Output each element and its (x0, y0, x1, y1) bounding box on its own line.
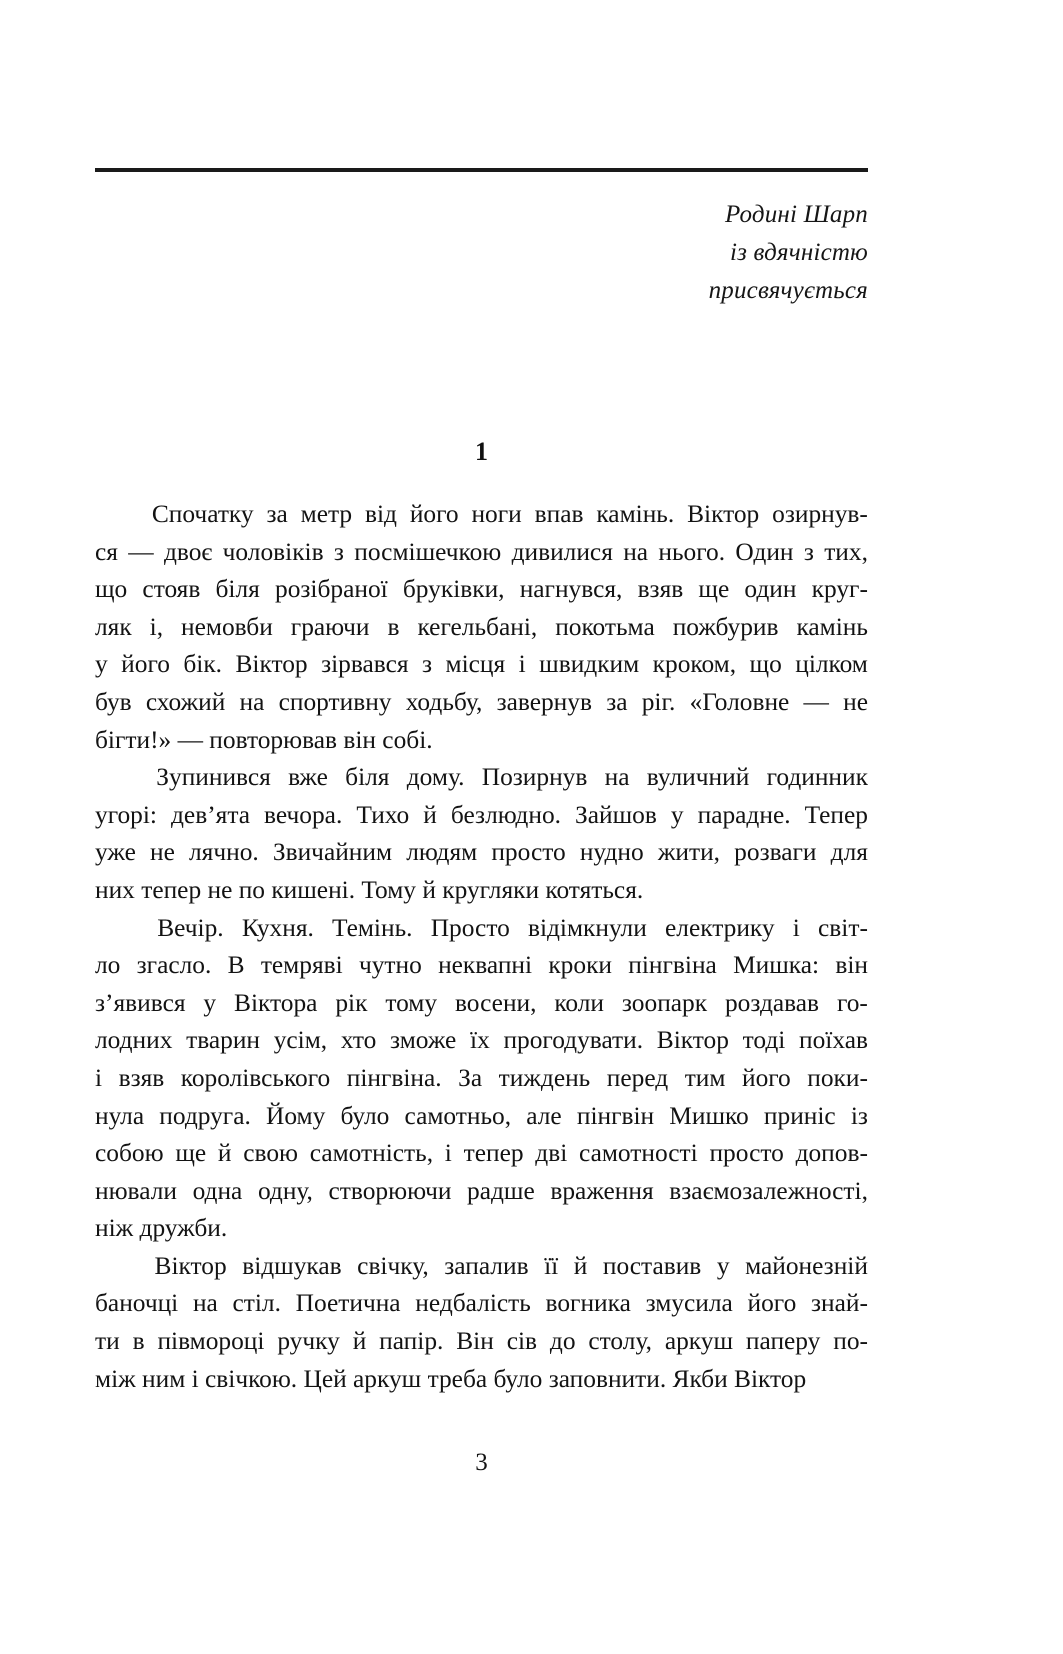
word: і (792, 913, 800, 942)
text-line (95, 1248, 868, 1286)
word: Тихо (356, 800, 410, 829)
word: півмороці (157, 1327, 265, 1356)
word: пінгвіна. (346, 1063, 442, 1092)
word: ло (95, 951, 121, 980)
paragraph (95, 759, 868, 909)
word: Він (456, 1327, 494, 1356)
word: місця (445, 650, 506, 679)
word: собою (95, 1139, 164, 1168)
header-divider-rule (95, 168, 868, 172)
word: хто (340, 1026, 377, 1055)
text-line (95, 947, 868, 985)
dedication-line-3: присвячується (708, 277, 868, 304)
word: й (217, 1139, 232, 1168)
word: стіл. (232, 1289, 281, 1318)
word: немовби (181, 612, 273, 641)
word: нула (95, 1101, 145, 1130)
word: зірвався (321, 650, 409, 679)
word: кроком, (652, 650, 737, 679)
word: неквапні (438, 951, 533, 980)
word: чутно (358, 951, 422, 980)
word: тиждень (498, 1063, 591, 1092)
word: Віктор (656, 1026, 729, 1055)
word: озирнув- (772, 500, 868, 528)
text-line: них тепер не по кишені. Тому й кругляки котяться. (95, 875, 644, 904)
word: завернув (496, 687, 592, 716)
text-line (95, 1285, 868, 1323)
word: лодних (95, 1026, 173, 1055)
word: баночці (95, 1289, 179, 1318)
paragraph-indent (95, 1248, 139, 1286)
word: створюючи (328, 1176, 452, 1205)
word: за (266, 500, 288, 528)
dedication-block (95, 196, 868, 310)
paragraph (95, 1248, 868, 1398)
word: з’явився (95, 988, 186, 1017)
word: одну, (257, 1176, 313, 1205)
text-line (95, 496, 868, 534)
word: взяв (118, 1063, 165, 1092)
word: камінь (796, 612, 868, 641)
word: восени, (454, 988, 537, 1017)
dedication-line-1: Родині Шарп (724, 201, 868, 228)
word: свічку, (357, 1251, 429, 1280)
word: ляк (95, 612, 132, 641)
word: з (333, 537, 344, 566)
word: зоопарк (621, 988, 708, 1017)
word: тих, (824, 537, 868, 566)
word: ходьбу, (405, 687, 483, 716)
word: подруга. (159, 1101, 251, 1130)
word: Мишка: (733, 951, 820, 980)
word: самотності (579, 1139, 698, 1168)
word: вже (288, 763, 328, 792)
word: з (422, 650, 433, 679)
word: свою (243, 1139, 298, 1168)
word: нього. (658, 537, 726, 566)
word: нагнувся, (519, 575, 623, 604)
word: не (149, 838, 175, 867)
word: двоє (164, 537, 213, 566)
word: бруківки, (402, 575, 505, 604)
word: Йому (265, 1101, 326, 1130)
text-line (95, 646, 868, 684)
word: ся (95, 537, 118, 566)
word: від (364, 500, 397, 528)
text-line (95, 1323, 868, 1361)
word: метр (300, 500, 353, 528)
word: столу, (588, 1327, 652, 1356)
word: знай- (810, 1289, 868, 1318)
word: розваги (734, 838, 817, 867)
word: у (203, 988, 217, 1017)
word: не (843, 687, 868, 716)
text-line (95, 910, 868, 948)
word: у (670, 800, 684, 829)
word: тварин (186, 1026, 261, 1055)
text-line (95, 834, 868, 872)
word: пожбурив (672, 612, 779, 641)
word: у (95, 650, 108, 679)
word: з (803, 537, 814, 566)
word: впав (534, 500, 584, 528)
word: уже (95, 838, 136, 867)
word: поставив (602, 1251, 702, 1280)
word: приніс (763, 1101, 836, 1130)
text-line (95, 1173, 868, 1211)
word: королівського (180, 1063, 331, 1092)
paragraph (95, 496, 868, 759)
word: — (803, 687, 829, 716)
word: взяв (637, 575, 684, 604)
word: чоловіків (222, 537, 324, 566)
word: самотність, (309, 1139, 434, 1168)
word: його (121, 650, 170, 679)
text-line (95, 1098, 868, 1136)
paragraph-indent (95, 496, 139, 534)
word: відшукав (242, 1251, 342, 1280)
page-number: 3 (475, 1449, 488, 1476)
word: бік. (183, 650, 223, 679)
word: майонезній (745, 1251, 868, 1280)
word: допов- (795, 1139, 868, 1168)
word: усім, (273, 1026, 328, 1055)
word: дев’ята (171, 800, 251, 829)
word: взаємозалежності, (669, 1176, 868, 1205)
word: вечора. (264, 800, 343, 829)
word: парадне. (697, 800, 791, 829)
word: і (444, 1139, 452, 1168)
word: розібраної (275, 575, 388, 604)
word: ти (95, 1327, 120, 1356)
word: в (387, 612, 400, 641)
word: тому (385, 988, 438, 1017)
word: тоді (742, 1026, 786, 1055)
text-line (95, 609, 868, 647)
word: й (573, 1251, 588, 1280)
text-line (95, 534, 868, 572)
text-line (95, 571, 868, 609)
text-line (95, 797, 868, 835)
word: що (95, 575, 128, 604)
word: на (604, 763, 630, 792)
word: Віктора (234, 988, 318, 1017)
word: по- (833, 1327, 868, 1356)
paragraph (95, 910, 868, 1248)
word: й (352, 1327, 367, 1356)
word: спортивну (278, 687, 392, 716)
word: перед (606, 1063, 669, 1092)
word: його (409, 500, 459, 528)
word: до (549, 1327, 576, 1356)
word: недбалість (415, 1289, 531, 1318)
word: ноги (471, 500, 522, 528)
word: коли (554, 988, 605, 1017)
word: світ- (818, 913, 868, 942)
word: Віктор (687, 500, 760, 528)
word: для (830, 838, 868, 867)
word: безлюдно. (450, 800, 561, 829)
word: відімкнули (527, 913, 647, 942)
word: Кухня. (241, 913, 314, 942)
word: Спочатку (151, 500, 254, 528)
word: вогника (545, 1289, 631, 1318)
word: За (458, 1063, 483, 1092)
word: біля (215, 575, 260, 604)
word: граючи (290, 612, 370, 641)
word: Зайшов (575, 800, 657, 829)
word: зможе (390, 1026, 457, 1055)
word: пінгвіна (628, 951, 717, 980)
word: електрику (665, 913, 775, 942)
word: кроки (548, 951, 612, 980)
word: що (749, 650, 782, 679)
word: у (716, 1251, 730, 1280)
word: поїхав (799, 1026, 868, 1055)
text-line: бігти!» — повторював він собі. (95, 725, 433, 754)
word: круг- (811, 575, 868, 604)
word: Віктор (235, 650, 308, 679)
text-line (95, 1022, 868, 1060)
word: тепер (463, 1139, 524, 1168)
word: дому. (406, 763, 465, 792)
word: сів (506, 1327, 538, 1356)
word: Тепер (804, 800, 868, 829)
word: годинник (766, 763, 868, 792)
word: швидким (539, 650, 640, 679)
word: їх (470, 1026, 490, 1055)
word: згасло. (136, 951, 212, 980)
word: схожий (145, 687, 226, 716)
word: цілком (795, 650, 868, 679)
word: в (132, 1327, 145, 1356)
word: папір. (379, 1327, 444, 1356)
word: Один (735, 537, 794, 566)
word: Просто (430, 913, 510, 942)
word: самотньо, (404, 1101, 512, 1130)
word: Віктор (154, 1251, 227, 1280)
word: нудно (579, 838, 644, 867)
word: нювали (95, 1176, 177, 1205)
word: із (850, 1101, 868, 1130)
word: Поетична (295, 1289, 401, 1318)
word: паперу (745, 1327, 821, 1356)
word: кегельбані, (417, 612, 538, 641)
word: одна (192, 1176, 243, 1205)
word: Мишко (669, 1101, 749, 1130)
word: покотьма (555, 612, 655, 641)
word: дивилися (511, 537, 613, 566)
word: його (747, 1289, 797, 1318)
text-line: між ним і свічкою. Цей аркуш треба було заповнити. Якби Віктор (95, 1364, 807, 1393)
word: темряві (260, 951, 343, 980)
text-line (95, 985, 868, 1023)
word: Звичайним (272, 838, 393, 867)
word: він (835, 951, 868, 980)
word: один (744, 575, 797, 604)
word: аркуш (664, 1327, 734, 1356)
word: камінь. (596, 500, 675, 528)
word: го- (836, 988, 868, 1017)
word: біля (345, 763, 390, 792)
word: але (526, 1101, 562, 1130)
word: ріг. (641, 687, 676, 716)
word: ручку (277, 1327, 340, 1356)
text-line (95, 1060, 868, 1098)
word: запалив (444, 1251, 529, 1280)
word: тим (684, 1063, 726, 1092)
text-line (95, 759, 868, 797)
word: людям (406, 838, 478, 867)
word: Вечір. (157, 913, 224, 942)
word: був (95, 687, 132, 716)
paragraph-indent (95, 910, 139, 948)
paragraph-indent (95, 759, 139, 797)
dedication-line-2: із вдячністю (729, 239, 868, 266)
word: В (227, 951, 245, 980)
word: угорі: (95, 800, 157, 829)
word: і (95, 1063, 103, 1092)
word: Темінь. (332, 913, 413, 942)
word: на (623, 537, 649, 566)
text-line (95, 1135, 868, 1173)
word: її (544, 1251, 559, 1280)
word: жити, (657, 838, 721, 867)
word: ще (175, 1139, 207, 1168)
word: радше (467, 1176, 535, 1205)
word: дві (535, 1139, 568, 1168)
word: було (340, 1101, 390, 1130)
word: просто (491, 838, 566, 867)
word: пінгвін (576, 1101, 655, 1130)
word: ще (698, 575, 730, 604)
word: — (128, 537, 154, 566)
word: його (741, 1063, 791, 1092)
body-text (95, 496, 868, 1398)
text-line (95, 684, 868, 722)
word: на (192, 1289, 218, 1318)
word: лячно. (188, 838, 259, 867)
word: на (239, 687, 265, 716)
word: просто (709, 1139, 784, 1168)
word: змусила (645, 1289, 733, 1318)
word: враження (550, 1176, 654, 1205)
text-line: ніж дружби. (95, 1214, 228, 1243)
chapter-number: 1 (475, 437, 488, 466)
word: «Головне (689, 687, 790, 716)
word: і, (149, 612, 164, 641)
word: прогодувати. (503, 1026, 644, 1055)
word: роздавав (724, 988, 820, 1017)
word: стояв (142, 575, 201, 604)
word: Зупинився (156, 763, 271, 792)
word: вуличний (646, 763, 750, 792)
word: і (518, 650, 526, 679)
word: за (606, 687, 628, 716)
word: рік (335, 988, 368, 1017)
word: й (423, 800, 437, 829)
word: поки- (807, 1063, 868, 1092)
word: Позирнув (481, 763, 588, 792)
word: посмішечкою (354, 537, 502, 566)
